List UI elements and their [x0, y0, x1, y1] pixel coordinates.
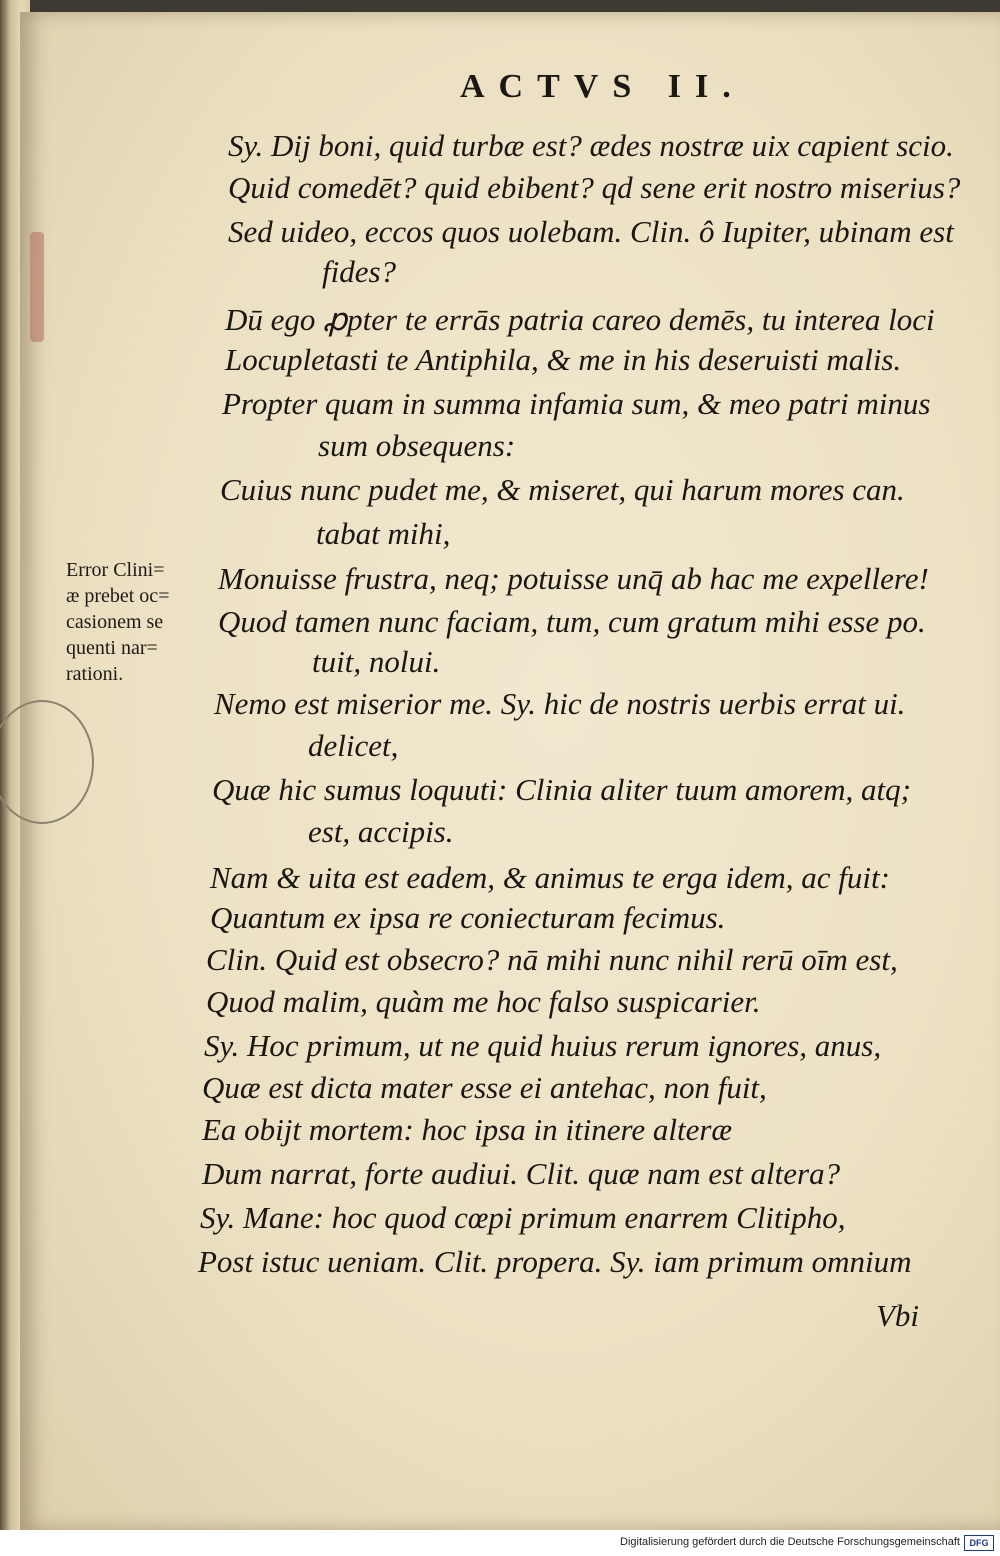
text-line: Sy. Hoc primum, ut ne quid huius rerum ignores, anus,	[204, 1028, 882, 1063]
running-header: ACTVS II.	[460, 68, 745, 105]
text-line: Propter quam in summa infamia sum, & meo patri minus	[222, 386, 931, 421]
text-line: tuit, nolui.	[312, 644, 441, 679]
page-clip-outline	[0, 700, 94, 824]
dfg-logo: DFG	[964, 1535, 994, 1551]
text-line: Nemo est miserior me. Sy. hic de nostris uerbis errat ui.	[214, 686, 906, 721]
funding-credit: Digitalisierung gefördert durch die Deutsche Forschungsgemeinschaft	[620, 1536, 960, 1548]
text-line: sum obsequens:	[318, 428, 516, 463]
margin-note-line: quenti nar=	[66, 637, 158, 659]
text-line: Quæ est dicta mater esse ei antehac, non fuit,	[202, 1070, 767, 1105]
text-line: Dum narrat, forte audiui. Clit. quæ nam est altera?	[202, 1156, 841, 1191]
text-line: Monuisse frustra, neq; potuisse unq̄ ab hac me expellere!	[218, 561, 929, 596]
text-line: Quæ hic sumus loquuti: Clinia aliter tuum amorem, atq;	[212, 772, 911, 807]
margin-note-line: casionem se	[66, 611, 164, 633]
text-line: Locupletasti te Antiphila, & me in his deseruisti malis.	[225, 342, 902, 377]
text-line: fides?	[322, 254, 397, 289]
text-line: Sed uideo, eccos quos uolebam. Clin. ô Iupiter, ubinam est	[228, 214, 954, 249]
text-line: Clin. Quid est obsecro? nā mihi nunc nihil rerū oīm est,	[206, 942, 898, 977]
margin-note-line: rationi.	[66, 663, 124, 685]
digitization-footer	[0, 1530, 1000, 1556]
text-line: Sy. Mane: hoc quod cœpi primum enarrem Clitipho,	[200, 1200, 846, 1235]
text-line: Quantum ex ipsa re coniecturam fecimus.	[210, 900, 726, 935]
text-line: tabat mihi,	[316, 516, 451, 551]
margin-note-line: æ prebet oc=	[66, 585, 170, 607]
text-line: Cuius nunc pudet me, & miseret, qui harum mores can.	[220, 472, 905, 507]
text-line: Nam & uita est eadem, & animus te erga idem, ac fuit:	[210, 860, 890, 895]
text-line: Ea obijt mortem: hoc ipsa in itinere alteræ	[202, 1112, 733, 1147]
margin-note-line: Error Clini=	[66, 559, 165, 581]
text-line: Sy. Dij boni, quid turbæ est? ædes nostræ uix capient scio.	[228, 128, 954, 163]
text-line: Quod malim, quàm me hoc falso suspicarier.	[206, 984, 761, 1019]
text-line: Quod tamen nunc faciam, tum, cum gratum mihi esse po.	[218, 604, 926, 639]
text-line: Post istuc ueniam. Clit. propera. Sy. iam primum omnium	[198, 1244, 912, 1279]
text-line: Dū ego ꝓpter te errās patria careo demēs, tu interea loci	[225, 302, 935, 337]
text-line: est, accipis.	[308, 814, 454, 849]
text-line: Quid comedēt? quid ebibent? qd sene erit nostro miserius?	[228, 170, 961, 205]
page-stain	[30, 232, 44, 342]
catchword: Vbi	[876, 1298, 920, 1333]
text-line: delicet,	[308, 728, 399, 763]
